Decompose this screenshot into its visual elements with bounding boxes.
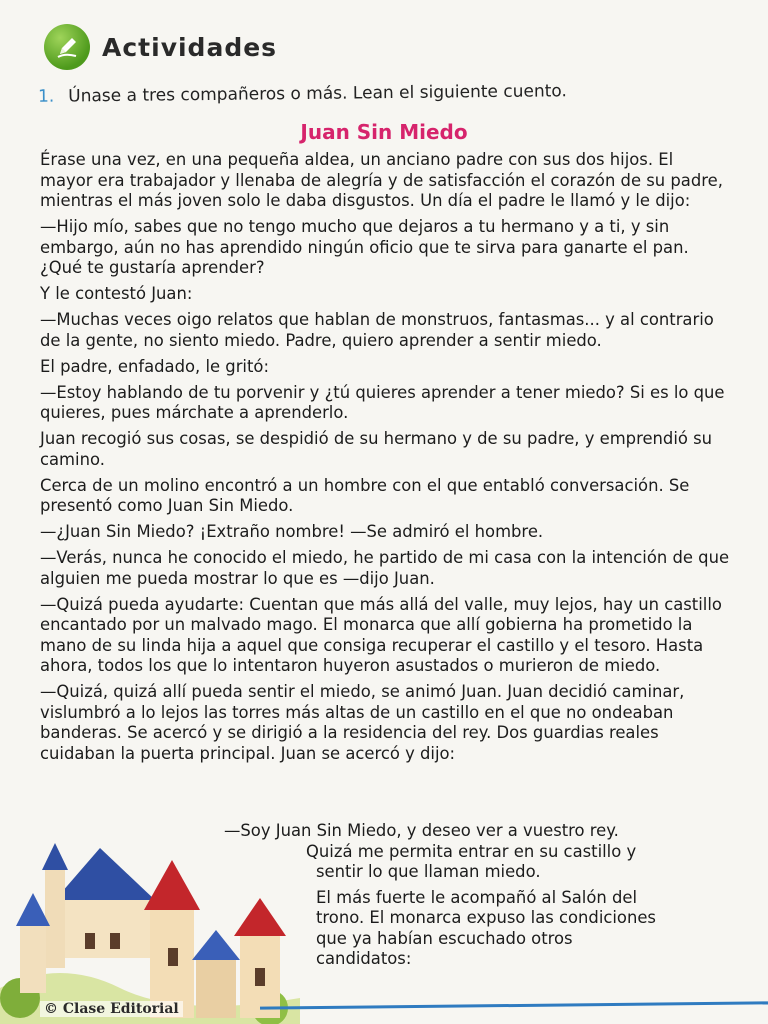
story-paragraph: —Estoy hablando de tu porvenir y ¿tú quieres aprender a tener miedo? Si es lo que quieres, pues márchate a aprenderlo. (40, 382, 725, 422)
story-paragraph: —Quizá pueda ayudarte: Cuentan que más allá del valle, muy lejos, hay un castillo encantado por un malvado mago. El monarca que allí gobierna ha prometido la mano de su linda hija a aquel que consiga recuperar el castillo y el tesoro. Hasta ahora, todos los que lo intentaron huyeron asustados o murieron de miedo. (40, 594, 722, 675)
story-title: Juan Sin Miedo (300, 120, 468, 144)
story-paragraph: —¿Juan Sin Miedo? ¡Extraño nombre! —Se admiró el hombre. (40, 522, 544, 541)
story-paragraph: —Muchas veces oigo relatos que hablan de monstruos, fantasmas... y al contrario de la gente, no siento miedo. Padre, quiero aprender a sentir miedo. (40, 310, 714, 350)
story-line: El más fuerte le acompañó al Salón del (316, 887, 638, 907)
story-line: candidatos: (316, 949, 412, 968)
instruction-text: Únase a tres compañeros o más. Lean el siguiente cuento. (68, 81, 567, 107)
story-paragraph: Juan recogió sus cosas, se despidió de su hermano y de su padre, y emprendió su camino. (40, 429, 713, 469)
story-paragraph: Y le contestó Juan: (40, 284, 193, 303)
castle-illustration (0, 838, 300, 1024)
instruction-number: 1. (37, 86, 55, 107)
story-paragraph: Érase una vez, en una pequeña aldea, un anciano padre con sus dos hijos. El mayor era trabajador y llenaba de alegría y de satisfacción el corazón de su padre, mientras el más joven solo le daba disgustos. Un día el padre le llamó y le dijo: (40, 150, 723, 210)
activities-header (44, 22, 277, 72)
story-body (40, 150, 730, 770)
story-paragraph: —Hijo mío, sabes que no tengo mucho que dejaros a tu hermano y a ti, y sin embargo, aún no has aprendido ningún oficio que te sirva para ganarte el pan. ¿Qué te gustaría aprender? (40, 217, 689, 277)
publisher-credit: © Clase Editorial (40, 1001, 183, 1017)
activity-instruction (38, 81, 567, 107)
story-paragraph: Cerca de un molino encontró a un hombre con el que entabló conversación. Se presentó como Juan Sin Miedo. (40, 475, 690, 515)
story-paragraph: —Quizá, quizá allí pueda sentir el miedo, se animó Juan. Juan decidió caminar, vislumbró a lo lejos las torres más altas de un castillo en el que no ondeaban banderas. Se acercó y se dirigió a la residencia del rey. Dos guardias reales cuidaban la puerta principal. Juan se acercó y dijo: (40, 682, 685, 763)
bottom-rule (260, 1001, 768, 1009)
story-line: —Soy Juan Sin Miedo, y deseo ver a vuestro rey. (224, 821, 619, 840)
story-line: sentir lo que llaman miedo. (316, 862, 541, 881)
story-paragraph: —Verás, nunca he conocido el miedo, he partido de mi casa con la intención de que alguien me pueda mostrar lo que es —dijo Juan. (40, 548, 730, 588)
story-line: Quizá me permita entrar en su castillo y (306, 841, 637, 861)
story-line: trono. El monarca expuso las condiciones (316, 908, 656, 927)
story-line: que ya habían escuchado otros (316, 928, 573, 948)
pencil-icon (44, 24, 90, 70)
story-paragraph: El padre, enfadado, le gritó: (40, 356, 269, 376)
section-title: Actividades (102, 32, 278, 62)
